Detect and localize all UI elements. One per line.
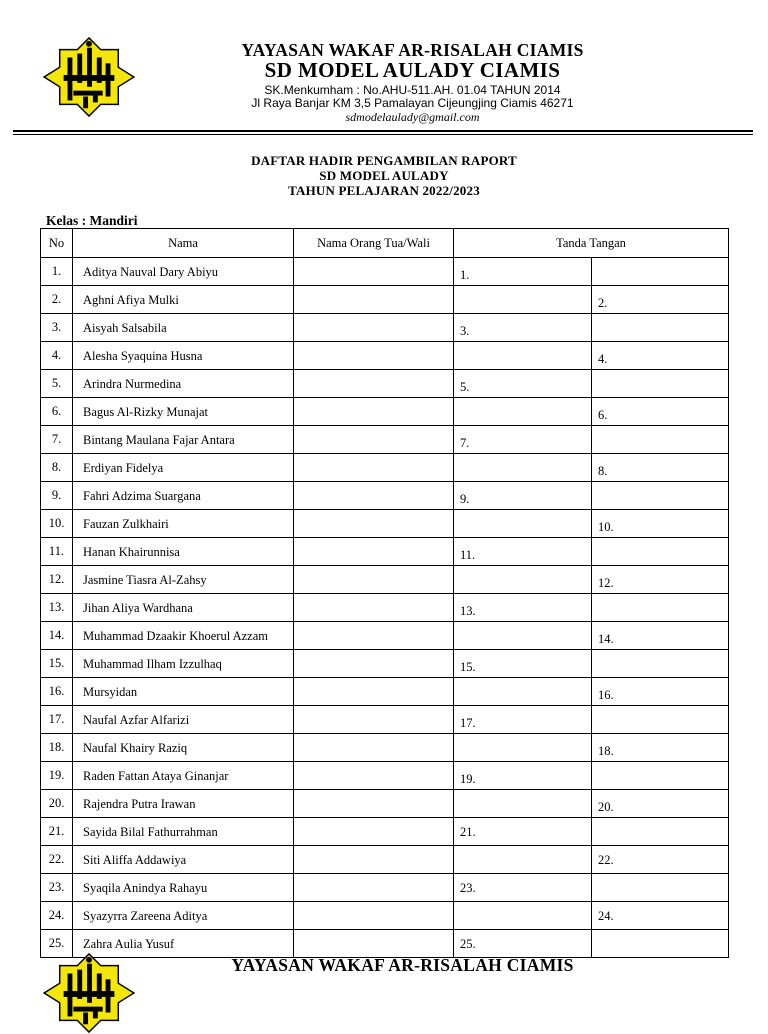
signature-cell-left[interactable] (454, 566, 592, 594)
signature-number: 10. (598, 519, 614, 534)
school-logo-icon (40, 36, 138, 118)
student-name: Bagus Al-Rizky Munajat (73, 398, 294, 426)
school-address: Jl Raya Banjar KM 3,5 Pamalayan Cijeungjing Ciamis 46271 (251, 96, 574, 110)
row-number: 20. (41, 790, 73, 818)
table-row (41, 678, 729, 706)
table-row (41, 846, 729, 874)
header-divider-thick (13, 130, 753, 132)
footer-foundation-name: YAYASAN WAKAF AR-RISALAH CIAMIS (231, 955, 574, 975)
signature-number: 25. (460, 937, 476, 951)
row-number: 4. (41, 342, 73, 370)
footer-logo-icon (40, 952, 138, 1034)
signature-cell-right[interactable] (592, 930, 729, 958)
signature-cell-left[interactable] (454, 790, 592, 818)
class-label: Kelas : Mandiri (46, 213, 138, 228)
signature-cell-right[interactable] (592, 426, 729, 454)
signature-cell-right[interactable] (592, 482, 729, 510)
document-title: DAFTAR HADIR PENGAMBILAN RAPORT (251, 153, 517, 168)
student-name: Muhammad Ilham Izzulhaq (73, 650, 294, 678)
signature-cell-right[interactable] (592, 370, 729, 398)
table-row (41, 818, 729, 846)
guardian-name-cell[interactable] (294, 734, 454, 762)
signature-cell-right[interactable] (592, 510, 729, 538)
table-row (41, 734, 729, 762)
signature-cell-left[interactable] (454, 342, 592, 370)
signature-cell-left[interactable] (454, 762, 592, 790)
guardian-name-cell[interactable] (294, 874, 454, 902)
signature-number: 4. (598, 351, 608, 366)
academic-year: TAHUN PELAJARAN 2022/2023 (288, 183, 480, 198)
signature-cell-right[interactable] (592, 678, 729, 706)
signature-cell-right[interactable] (592, 734, 729, 762)
table-row (41, 538, 729, 566)
header-no: No (41, 229, 73, 258)
signature-number: 17. (460, 715, 476, 730)
signature-cell-right[interactable] (592, 314, 729, 342)
signature-cell-left[interactable] (454, 650, 592, 678)
signature-cell-left[interactable] (454, 706, 592, 734)
signature-number: 8. (598, 463, 608, 478)
student-name: Hanan Khairunnisa (73, 538, 294, 566)
header-signature: Tanda Tangan (454, 229, 729, 258)
guardian-name-cell[interactable] (294, 818, 454, 846)
student-name: Fahri Adzima Suargana (73, 482, 294, 510)
signature-number: 24. (598, 909, 614, 923)
signature-cell-right[interactable] (592, 790, 729, 818)
signature-cell-left[interactable] (454, 538, 592, 566)
student-name: Aditya Nauval Dary Abiyu (73, 258, 294, 286)
row-number: 16. (41, 678, 73, 706)
student-name: Jihan Aliya Wardhana (73, 594, 294, 622)
guardian-name-cell[interactable] (294, 678, 454, 706)
row-number: 19. (41, 762, 73, 790)
signature-cell-left[interactable] (454, 678, 592, 706)
signature-cell-left[interactable] (454, 482, 592, 510)
signature-cell-right[interactable] (592, 594, 729, 622)
guardian-name-cell[interactable] (294, 286, 454, 314)
student-name: Erdiyan Fidelya (73, 454, 294, 482)
signature-number: 23. (460, 881, 476, 895)
school-name: SD MODEL AULADY CIAMIS (264, 58, 561, 82)
student-name: Muhammad Dzaakir Khoerul Azzam (73, 622, 294, 650)
row-number: 12. (41, 566, 73, 594)
student-name: Alesha Syaquina Husna (73, 342, 294, 370)
table-row (41, 790, 729, 818)
student-name: Naufal Khairy Raziq (73, 734, 294, 762)
signature-cell-right[interactable] (592, 258, 729, 286)
signature-number: 6. (598, 407, 608, 422)
signature-cell-left[interactable] (454, 426, 592, 454)
student-name: Jasmine Tiasra Al-Zahsy (73, 566, 294, 594)
guardian-name-cell[interactable] (294, 930, 454, 958)
row-number: 1. (41, 258, 73, 286)
student-name: Rajendra Putra Irawan (73, 790, 294, 818)
student-name: Syaqila Anindya Rahayu (73, 874, 294, 902)
guardian-name-cell[interactable] (294, 790, 454, 818)
guardian-name-cell[interactable] (294, 510, 454, 538)
signature-number: 12. (598, 575, 614, 590)
table-row (41, 454, 729, 482)
signature-cell-right[interactable] (592, 846, 729, 874)
table-row (41, 594, 729, 622)
guardian-name-cell[interactable] (294, 482, 454, 510)
row-number: 15. (41, 650, 73, 678)
table-row (41, 482, 729, 510)
signature-cell-left[interactable] (454, 874, 592, 902)
guardian-name-cell[interactable] (294, 454, 454, 482)
table-row (41, 566, 729, 594)
header-divider-thin (13, 134, 753, 135)
guardian-name-cell[interactable] (294, 538, 454, 566)
table-row (41, 398, 729, 426)
student-name: Sayida Bilal Fathurrahman (73, 818, 294, 846)
school-email: sdmodelaulady@gmail.com (345, 110, 480, 124)
row-number: 11. (41, 538, 73, 566)
student-name: Syazyrra Zareena Aditya (73, 902, 294, 930)
signature-cell-left[interactable] (454, 510, 592, 538)
signature-number: 9. (460, 491, 470, 506)
table-row (41, 902, 729, 930)
signature-cell-left[interactable] (454, 902, 592, 930)
signature-cell-left[interactable] (454, 258, 592, 286)
signature-cell-right[interactable] (592, 650, 729, 678)
student-name: Aisyah Salsabila (73, 314, 294, 342)
signature-number: 19. (460, 771, 476, 786)
table-row (41, 314, 729, 342)
row-number: 17. (41, 706, 73, 734)
row-number: 2. (41, 286, 73, 314)
signature-number: 22. (598, 853, 614, 867)
row-number: 8. (41, 454, 73, 482)
row-number: 23. (41, 874, 73, 902)
signature-cell-left[interactable] (454, 818, 592, 846)
guardian-name-cell[interactable] (294, 846, 454, 874)
row-number: 9. (41, 482, 73, 510)
table-row (41, 762, 729, 790)
signature-number: 1. (460, 267, 470, 282)
header-name: Nama (73, 229, 294, 258)
row-number: 18. (41, 734, 73, 762)
signature-cell-right[interactable] (592, 902, 729, 930)
guardian-name-cell[interactable] (294, 370, 454, 398)
signature-cell-right[interactable] (592, 762, 729, 790)
foundation-name: YAYASAN WAKAF AR-RISALAH CIAMIS (241, 40, 584, 60)
student-name: Raden Fattan Ataya Ginanjar (73, 762, 294, 790)
signature-number: 18. (598, 743, 614, 758)
signature-cell-left[interactable] (454, 286, 592, 314)
guardian-name-cell[interactable] (294, 594, 454, 622)
signature-number: 3. (460, 323, 470, 338)
signature-cell-right[interactable] (592, 706, 729, 734)
row-number: 5. (41, 370, 73, 398)
signature-cell-left[interactable] (454, 370, 592, 398)
signature-cell-left[interactable] (454, 930, 592, 958)
signature-number: 16. (598, 687, 614, 702)
guardian-name-cell[interactable] (294, 566, 454, 594)
table-row (41, 622, 729, 650)
signature-cell-left[interactable] (454, 398, 592, 426)
row-number: 21. (41, 818, 73, 846)
student-name: Zahra Aulia Yusuf (73, 930, 294, 958)
signature-number: 15. (460, 659, 476, 674)
signature-number: 21. (460, 825, 476, 839)
signature-cell-right[interactable] (592, 342, 729, 370)
signature-cell-left[interactable] (454, 454, 592, 482)
signature-cell-left[interactable] (454, 314, 592, 342)
student-name: Naufal Azfar Alfarizi (73, 706, 294, 734)
signature-cell-left[interactable] (454, 622, 592, 650)
row-number: 14. (41, 622, 73, 650)
table-row (41, 286, 729, 314)
guardian-name-cell[interactable] (294, 258, 454, 286)
signature-cell-right[interactable] (592, 622, 729, 650)
document-subtitle: SD MODEL AULADY (319, 168, 449, 183)
student-name: Mursyidan (73, 678, 294, 706)
guardian-name-cell[interactable] (294, 622, 454, 650)
row-number: 6. (41, 398, 73, 426)
signature-number: 7. (460, 435, 470, 450)
guardian-name-cell[interactable] (294, 650, 454, 678)
signature-cell-left[interactable] (454, 846, 592, 874)
guardian-name-cell[interactable] (294, 342, 454, 370)
signature-cell-right[interactable] (592, 398, 729, 426)
signature-number: 13. (460, 603, 476, 618)
signature-cell-left[interactable] (454, 734, 592, 762)
table-row (41, 930, 729, 958)
signature-number: 14. (598, 631, 614, 646)
row-number: 10. (41, 510, 73, 538)
table-row (41, 510, 729, 538)
signature-cell-left[interactable] (454, 594, 592, 622)
guardian-name-cell[interactable] (294, 762, 454, 790)
table-header-row (41, 229, 729, 258)
student-name: Siti Aliffa Addawiya (73, 846, 294, 874)
signature-number: 5. (460, 379, 470, 394)
table-row (41, 874, 729, 902)
guardian-name-cell[interactable] (294, 902, 454, 930)
header-guardian: Nama Orang Tua/Wali (294, 229, 454, 258)
signature-cell-right[interactable] (592, 538, 729, 566)
signature-number: 11. (460, 547, 476, 562)
guardian-name-cell[interactable] (294, 398, 454, 426)
row-number: 7. (41, 426, 73, 454)
row-number: 22. (41, 846, 73, 874)
table-row (41, 706, 729, 734)
guardian-name-cell[interactable] (294, 426, 454, 454)
signature-cell-right[interactable] (592, 286, 729, 314)
table-row (41, 370, 729, 398)
table-row (41, 258, 729, 286)
row-number: 25. (41, 930, 73, 958)
student-name: Fauzan Zulkhairi (73, 510, 294, 538)
row-number: 24. (41, 902, 73, 930)
table-row (41, 426, 729, 454)
attendance-table (40, 228, 729, 958)
signature-cell-right[interactable] (592, 566, 729, 594)
student-name: Arindra Nurmedina (73, 370, 294, 398)
student-name: Bintang Maulana Fajar Antara (73, 426, 294, 454)
student-name: Aghni Afiya Mulki (73, 286, 294, 314)
row-number: 13. (41, 594, 73, 622)
signature-cell-right[interactable] (592, 874, 729, 902)
signature-number: 20. (598, 799, 614, 814)
signature-cell-right[interactable] (592, 454, 729, 482)
signature-cell-right[interactable] (592, 818, 729, 846)
guardian-name-cell[interactable] (294, 706, 454, 734)
signature-number: 2. (598, 295, 608, 310)
table-row (41, 650, 729, 678)
guardian-name-cell[interactable] (294, 314, 454, 342)
decree-number: SK.Menkumham : No.AHU-511.AH. 01.04 TAHUN 2014 (264, 83, 561, 97)
row-number: 3. (41, 314, 73, 342)
table-row (41, 342, 729, 370)
